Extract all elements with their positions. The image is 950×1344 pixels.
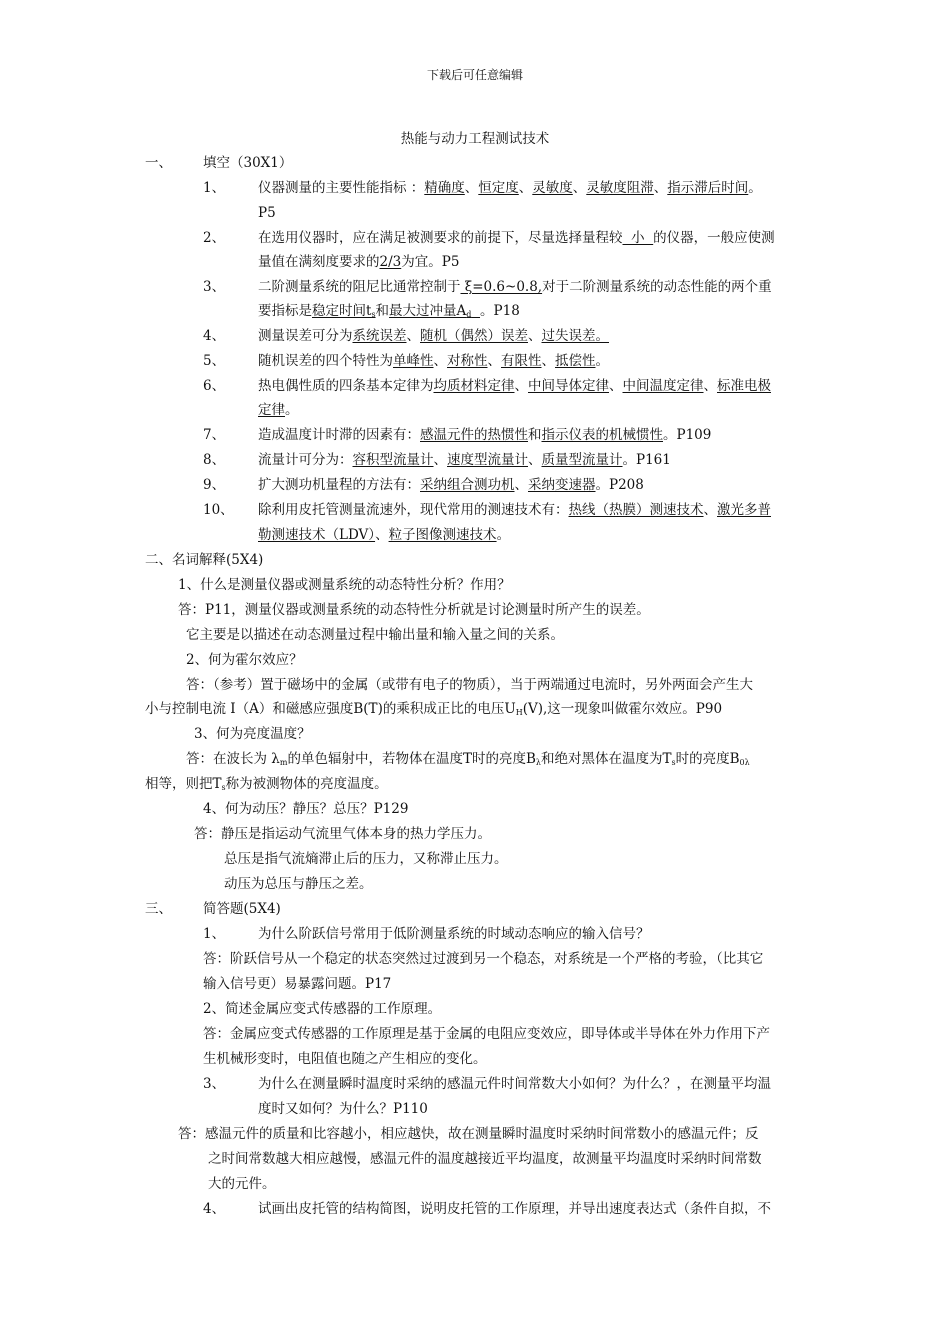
s2-answer-3-line-1: 答：在波长为 $\lambda_m$的单色辐射中，若物体在温度T时的亮度$B_\lambda$和绝对黑体在温度为$T_s$时的亮度$B_{0\lambda}$ bbox=[186, 751, 750, 767]
s3-question-2: 2、简述金属应变式传感器的工作原理。 bbox=[203, 1001, 442, 1017]
q4-number: 4、 bbox=[203, 328, 226, 344]
s2-question-1: 1、什么是测量仪器或测量系统的动态特性分析？作用？ bbox=[178, 577, 511, 593]
q10-text-cont: 勒测速技术（LDV）、粒子图像测速技术。 bbox=[258, 527, 511, 543]
s2-answer-2-line-2: 小与控制电流 I（A）和磁感应强度B(T)的乘积成正比的电压$U_H(V)$,这一现象叫做霍尔效应。P90 bbox=[145, 701, 723, 717]
s3-question-3-line-2: 度时又如何？为什么？P110 bbox=[258, 1101, 428, 1117]
q10-number: 10、 bbox=[203, 502, 234, 518]
s3-answer-3-line-2: 之时间常数越大相应越慢，感温元件的温度越接近平均温度，故测量平均温度时采纳时间常数 bbox=[208, 1151, 762, 1167]
s2-answer-1-line-2: 它主要是以描述在动态测量过程中输出量和输入量之间的关系。 bbox=[186, 627, 564, 643]
s3-answer-3-line-3: 大的元件。 bbox=[208, 1176, 276, 1192]
section-2-heading: 二、名词解释(5X4) bbox=[145, 552, 264, 568]
s3-answer-2-line-1: 答：金属应变式传感器的工作原理是基于金属的电阻应变效应，即导体或半导体在外力作用下产 bbox=[203, 1026, 770, 1042]
s3-answer-2-line-2: 生机械形变时，电阻值也随之产生相应的变化。 bbox=[203, 1051, 487, 1067]
q8-number: 8、 bbox=[203, 452, 226, 468]
q1-text: 仪器测量的主要性能指标 ：精确度、恒定度、灵敏度、灵敏度阻滞、指示滞后时间。 bbox=[258, 180, 762, 196]
s2-answer-3-line-2: 相等，则把$T_s$称为被测物体的亮度温度。 bbox=[145, 776, 388, 792]
s2-question-3: 3、何为亮度温度？ bbox=[194, 726, 311, 742]
s2-question-2: 2、何为霍尔效应？ bbox=[186, 652, 303, 668]
q3-text: 二阶测量系统的阻尼比通常控制于 ξ=0.6~0.8,对于二阶测量系统的动态性能的两个重 bbox=[258, 279, 772, 295]
q10-text: 除利用皮托管测量流速外，现代常用的测速技术有：热线（热膜）测速技术、激光多普 bbox=[258, 502, 771, 518]
document-title: 热能与动力工程测试技术 bbox=[400, 131, 550, 147]
q5-text: 随机误差的四个特性为单峰性、对称性、有限性、抵偿性。 bbox=[258, 353, 609, 369]
q6-number: 6、 bbox=[203, 378, 226, 394]
section-3-heading: 简答题(5X4) bbox=[203, 901, 281, 917]
section-1-heading: 填空（30X1） bbox=[203, 155, 293, 171]
q2-number: 2、 bbox=[203, 230, 226, 246]
q3-text-cont: 要指标是稳定时间$t_s$和最大过冲量$A_d$ 。P18 bbox=[258, 303, 520, 319]
s2-answer-1-line-1: 答：P11，测量仪器或测量系统的动态特性分析就是讨论测量时所产生的误差。 bbox=[178, 602, 650, 618]
page-header-note: 下载后可任意编辑 bbox=[426, 68, 523, 82]
s3-answer-3-line-1: 答：感温元件的质量和比容越小，相应越快，故在测量瞬时温度时采纳时间常数小的感温元件；反 bbox=[178, 1126, 759, 1142]
q6-text-cont: 定律。 bbox=[258, 402, 299, 418]
q7-text: 造成温度计时滞的因素有：感温元件的热惯性和指示仪表的机械惯性。P109 bbox=[258, 427, 712, 443]
s3-question-4-line-1: 试画出皮托管的结构简图，说明皮托管的工作原理，并导出速度表达式（条件自拟，不 bbox=[258, 1201, 771, 1217]
q3-number: 3、 bbox=[203, 279, 226, 295]
s3-question-3-line-1: 为什么在测量瞬时温度时采纳的感温元件时间常数大小如何？为什么？，在测量平均温 bbox=[258, 1076, 771, 1092]
q7-number: 7、 bbox=[203, 427, 226, 443]
s3-q4-number: 4、 bbox=[203, 1201, 226, 1217]
q8-text: 流量计可分为：容积型流量计、速度型流量计、质量型流量计。P161 bbox=[258, 452, 671, 468]
s2-answer-4-line-2: 总压是指气流熵滞止后的压力，又称滞止压力。 bbox=[224, 851, 508, 867]
q2-text: 在选用仪器时，应在满足被测要求的前提下，尽量选择量程较 小 的仪器，一般应使测 bbox=[258, 230, 775, 246]
s3-q3-number: 3、 bbox=[203, 1076, 226, 1092]
s3-answer-1-line-2: 输入信号更）易暴露问题。P17 bbox=[203, 976, 392, 992]
section-1-number: 一、 bbox=[145, 155, 172, 171]
s2-answer-2-line-1: 答：（参考）置于磁场中的金属（或带有电子的物质），当于两端通过电流时，另外两面会产生大 bbox=[186, 677, 753, 693]
q1-page-ref: P5 bbox=[258, 205, 276, 221]
s3-q1-number: 1、 bbox=[203, 926, 226, 942]
s3-question-1: 为什么阶跃信号常用于低阶测量系统的时域动态响应的输入信号？ bbox=[258, 926, 650, 942]
q1-number: 1、 bbox=[203, 180, 226, 196]
q9-number: 9、 bbox=[203, 477, 226, 493]
s3-answer-1-line-1: 答：阶跃信号从一个稳定的状态突然过过渡到另一个稳态，对系统是一个严格的考验，（比其它 bbox=[203, 951, 764, 967]
q9-text: 扩大测功机量程的方法有：采纳组合测功机、采纳变速器。P208 bbox=[258, 477, 644, 493]
s2-answer-4-line-3: 动压为总压与静压之差。 bbox=[224, 876, 373, 892]
q2-text-cont: 量值在满刻度要求的2/3为宜。P5 bbox=[258, 254, 460, 270]
q6-text: 热电偶性质的四条基本定律为均质材料定律、中间导体定律、中间温度定律、标准电极 bbox=[258, 378, 771, 394]
section-3-number: 三、 bbox=[145, 901, 172, 917]
q5-number: 5、 bbox=[203, 353, 226, 369]
s2-answer-4-line-1: 答：静压是指运动气流里气体本身的热力学压力。 bbox=[194, 826, 491, 842]
s2-question-4: 4、何为动压？静压？总压？P129 bbox=[203, 801, 409, 817]
q4-text: 测量误差可分为系统误差、随机（偶然）误差、过失误差。 bbox=[258, 328, 609, 344]
